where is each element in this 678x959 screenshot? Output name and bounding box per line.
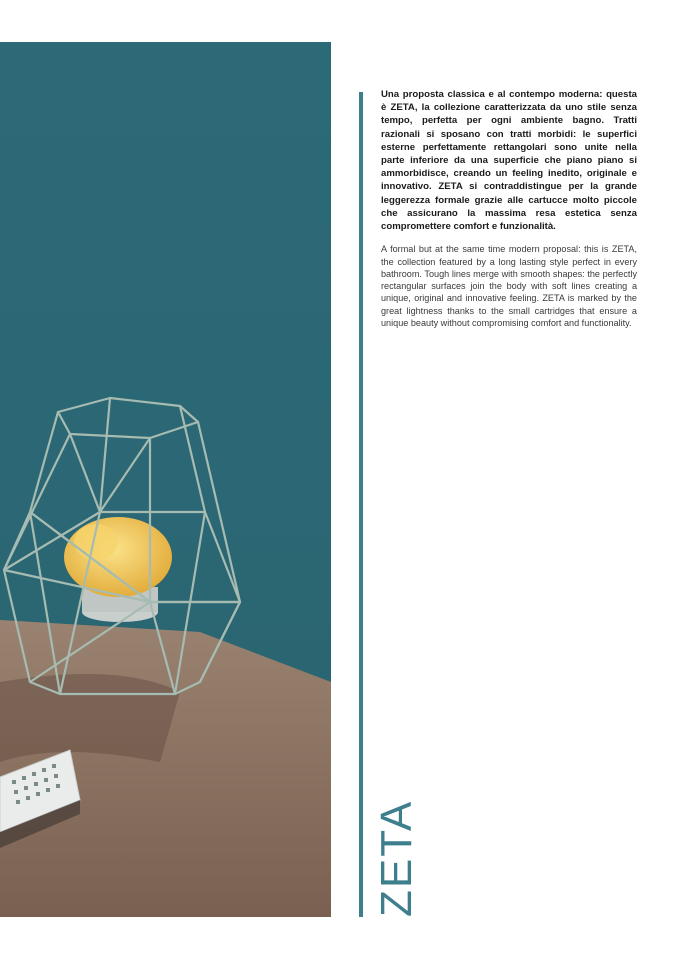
brand-name: ZETA	[372, 799, 421, 917]
english-description: A formal but at the same time modern proposal: this is ZETA, the collection featured by a long lasting style perfect in every bathroom. Tough lines merge with smooth shapes: the perfectly rectangular surfaces join the body with soft lines creating a unique, original and innovative feeling. ZETA is marked by the great lightness thanks to the small cartridges that ensure a unique beauty without compromising comfort and functionality.	[381, 244, 637, 329]
lemon	[64, 517, 172, 597]
product-photo	[0, 42, 331, 917]
accent-bar	[359, 92, 363, 917]
italian-description: Una proposta classica e al contempo moderna: questa è ZETA, la collezione caratterizzata da uno stile senza tempo, perfetta per ogni ambiente bagno. Tratti razionali si sposano con tratti morbidi: le superfici esterne perfettamente rettangolari sono unite nella parte inferiore da una superficie che piano piano si ammorbidisce, creando un feeling inedito, originale e innovativo. ZETA si contraddistingue per la grande leggerezza formale grazie alle cartucce molto piccole che assicurano la massima resa estetica senza compromettere comfort e funzionalità.	[381, 89, 637, 233]
description-column	[381, 88, 637, 329]
wire-lantern-photo	[0, 42, 331, 917]
